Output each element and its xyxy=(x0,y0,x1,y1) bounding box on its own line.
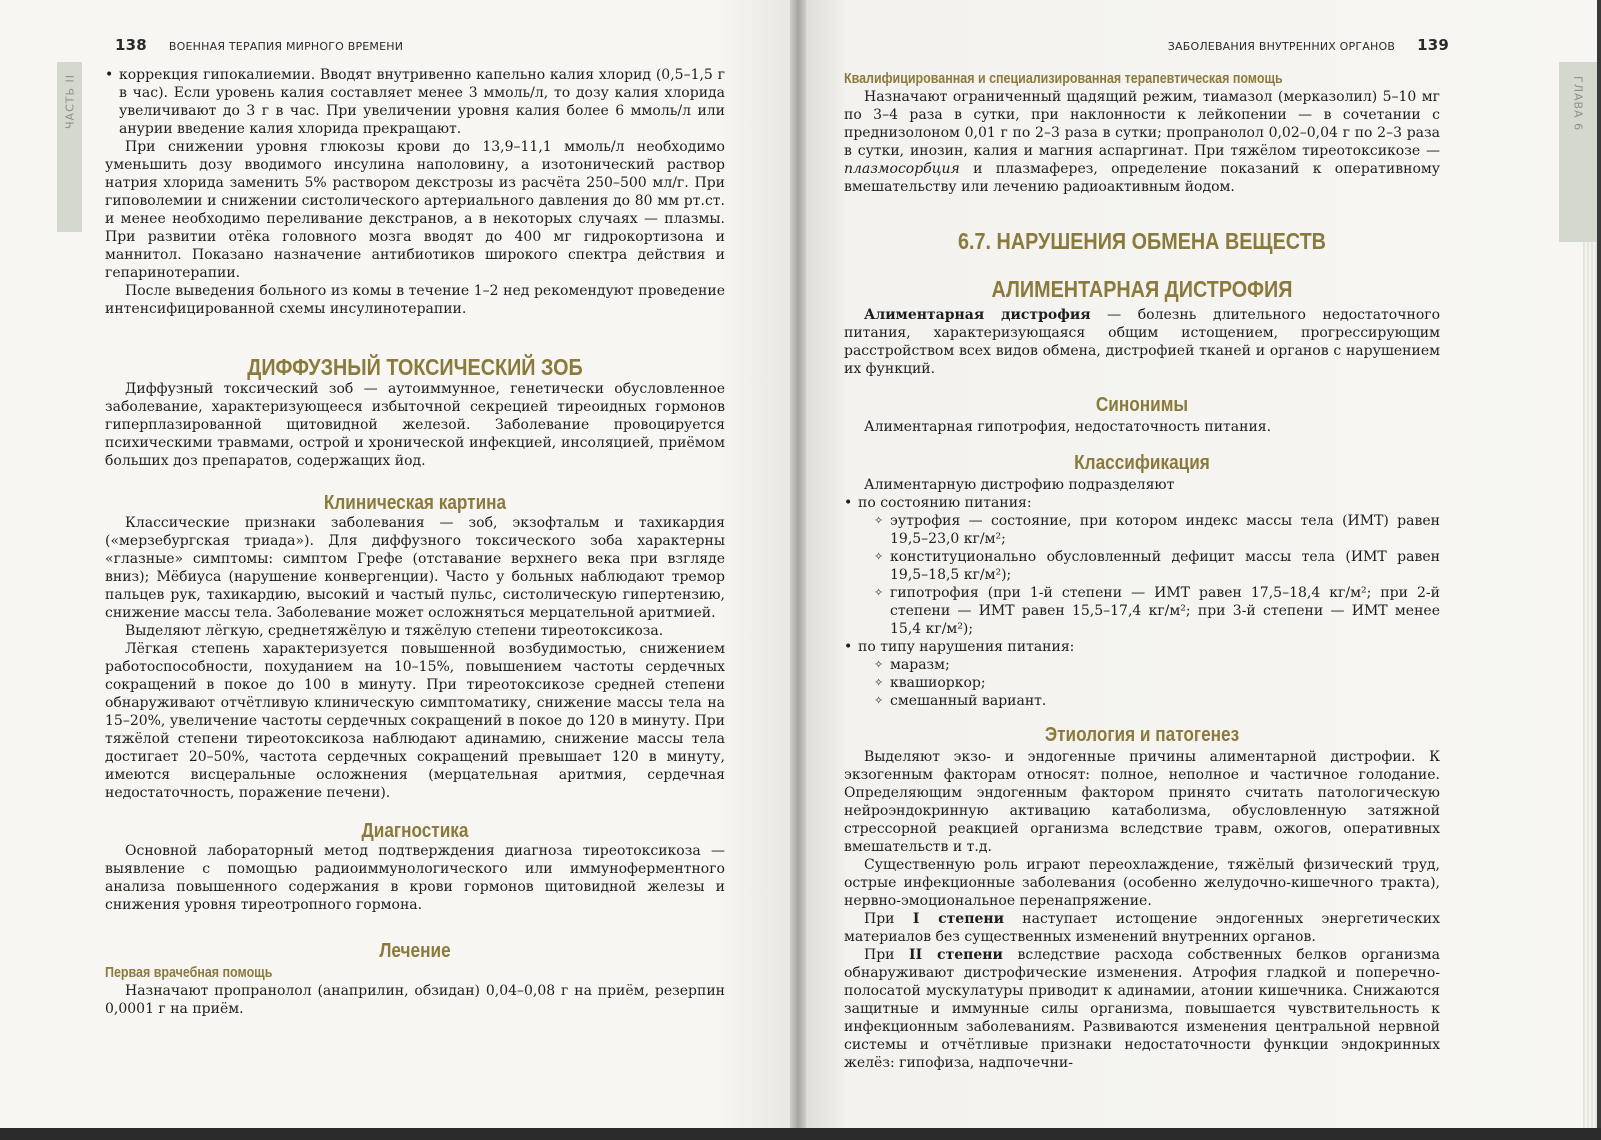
list-item: ✧ гипотрофия (при 1-й степени — ИМТ равен 17,5–18,4 кг/м²; при 2-й степени — ИМТ равен 15,5–17,4 кг/м²; при 3-й степени — ИМТ менее 15,4 кг/м²); xyxy=(874,584,1440,638)
running-head-title: ВОЕННАЯ ТЕРАПИЯ МИРНОГО ВРЕМЕНИ xyxy=(168,40,404,53)
type-sublist xyxy=(858,656,1440,710)
chapter-label: ГЛАВА 6 xyxy=(1571,76,1585,132)
paragraph-goiter-definition: Диффузный токсический зоб — аутоиммунное, генетически обусловленное заболевание, характеризующееся избыточной секрецией тиреоидных гормонов гиперплазированной щитовидной железой. Заболевание провоцируется психическими травмами, острой и хронической инфекцией, инсоляцией, приёмом больших доз препаратов, содержащих йод. xyxy=(105,381,725,469)
page-edges xyxy=(1583,240,1597,1130)
bullet-list xyxy=(105,66,725,138)
part-label: ЧАСТЬ II xyxy=(63,74,76,129)
heading-synonyms: Синонимы xyxy=(1095,394,1189,416)
left-text-column xyxy=(105,66,725,1018)
paragraph-etiology-1: Выделяют экзо- и эндогенные причины алиментарной дистрофии. К экзогенным факторам относят: полное, неполное и частичное голодание. Определяющим эндогенным фактором принято считать патологическую нейроэндокринную активацию катаболизма, обусловленную затяжной стрессорной реакцией организма вследствие травм, ожогов, оперативных вмешательств и т.д. xyxy=(844,749,1440,855)
bottom-edge xyxy=(0,1128,1601,1140)
chapter-side-tab xyxy=(1559,62,1597,242)
paragraph-clinical-1: Классические признаки заболевания — зоб, экзофтальм и тахикардия («мерзебургская триада»). Для диффузного токсического зоба характерны «глазные» симптомы: симптом Грефе (отставание верхнего века при взгляде вниз); Мёбиуса (нарушение конвергенции). Часто у больных наблюдают тремор пальцев рук, тахикардию, высокий и частый пульс, систолическую гипертензию, снижение массы тела. Заболевание может осложняться мерцательной аритмией. xyxy=(105,515,725,621)
right-running-head xyxy=(1168,36,1449,54)
right-page xyxy=(800,0,1597,1130)
book-gutter xyxy=(790,0,806,1140)
page-number: 138 xyxy=(115,36,147,54)
degree-1-term: I степени xyxy=(912,911,1004,927)
heading-goiter: ДИФФУЗНЫЙ ТОКСИЧЕСКИЙ ЗОБ xyxy=(247,354,583,380)
paragraph-synonyms: Алиментарная гипотрофия, недостаточность питания. xyxy=(864,419,1272,435)
heading-first-aid: Первая врачебная помощь xyxy=(105,965,273,981)
heading-classification: Классификация xyxy=(1074,452,1210,474)
right-text-column xyxy=(844,70,1440,1072)
paragraph-degree-2: При II степени вследствие расхода собственных белков организма обнаруживают дистрофические изменения. Атрофия гладкой и поперечно-полосатой мускулатуры приводит к адинамии, атонии кишечника. Снижаются защитные и иммунные силы организма, повышается чувствительность к инфекционным заболеваниям. Развиваются изменения центральной нервной системы и отчётливые признаки недостаточности функции эндокринных желёз: гипофиза, надпочечни- xyxy=(844,947,1440,1071)
list-item: ✧ квашиоркор; xyxy=(874,674,1440,692)
heading-qualified-care: Квалифицированная и специализированная терапевтическая помощь xyxy=(844,71,1283,87)
part-side-tab xyxy=(57,62,82,232)
classification-list xyxy=(844,494,1440,710)
left-page xyxy=(0,0,796,1130)
left-running-head xyxy=(115,36,403,54)
list-item: ✧ эутрофия — состояние, при котором индекс массы тела (ИМТ) равен 19,5–23,0 кг/м²; xyxy=(874,512,1440,548)
heading-etiology: Этиология и патогенез xyxy=(1044,724,1240,746)
nutrition-sublist xyxy=(858,512,1440,638)
paragraph-qualified-care: Назначают ограниченный щадящий режим, тиамазол (мерказолил) 5–10 мг по 3–4 раза в сутки, при наклонности к лейкопении — в сочетании с преднизолоном 0,01 г по 2–3 раза в сутки; пропранолол 0,02–0,04 г по 2–3 раза в сутки, инозин, калия и магния аспаргинат. При тяжёлом тиреотоксикозе — плазмосорбция и плазмаферез, определение показаний к оперативному вмешательству или лечению радиоактивным йодом. xyxy=(844,89,1440,195)
page-number: 139 xyxy=(1417,36,1449,54)
paragraph-etiology-2: Существенную роль играют переохлаждение, тяжёлый физический труд, острые инфекционные заболевания (особенно желудочно-кишечного тракта), нервно-эмоциональное перенапряжение. xyxy=(844,857,1440,909)
paragraph-first-aid: Назначают пропранолол (анаприлин, обзидан) 0,04–0,08 г на приём, резерпин 0,0001 г на приём. xyxy=(105,983,725,1017)
heading-treatment: Лечение xyxy=(379,940,451,962)
paragraph-clinical-3: Лёгкая степень характеризуется повышенной возбудимостью, снижением работоспособности, похуданием на 10–15%, повышением частоты сердечных сокращений в покое до 100 в минуту. При тиреотоксикозе средней степени обнаруживают отчётливую клиническую симптоматику, снижение массы тела на 15–20%, увеличение частоты сердечных сокращений в покое до 120 в минуту. При тяжёлой степени тиреотоксикоза наблюдают адинамию, снижение массы тела достигает 20–50%, частота сердечных сокращений превышает 120 в минуту, имеются висцеральные осложнения (мерцательная аритмия, сердечная недостаточность, поражение печени). xyxy=(105,641,725,801)
class-by-type: • по типу нарушения питания: ✧ маразм; ✧ квашиоркор; ✧ смешанный вариант. xyxy=(844,638,1440,710)
heading-section-6-7: 6.7. НАРУШЕНИЯ ОБМЕНА ВЕЩЕСТВ xyxy=(958,228,1326,254)
paragraph-after-coma: После выведения больного из комы в течение 1–2 нед рекомендуют проведение интенсифицированной схемы инсулинотерапии. xyxy=(105,283,725,317)
list-item: ✧ маразм; xyxy=(874,656,1440,674)
list-item: ✧ конституционально обусловленный дефицит массы тела (ИМТ равен 19,5–18,5 кг/м²); xyxy=(874,548,1440,584)
bullet-hypokalemia: • коррекция гипокалиемии. Вводят внутривенно капельно калия хлорид (0,5–1,5 г в час). Если уровень калия составляет менее 3 ммоль/л, то дозу калия хлорида увеличивают до 3 г в час. При увеличении уровня калия более 6 ммоль/л или анурии введение калия хлорида прекращают. xyxy=(105,66,725,138)
running-head-title: ЗАБОЛЕВАНИЯ ВНУТРЕННИХ ОРГАНОВ xyxy=(1167,40,1396,53)
paragraph-glucose: При снижении уровня глюкозы крови до 13,9–11,1 ммоль/л необходимо уменьшить дозу вводимого инсулина наполовину, а изотонический раствор натрия хлорида заменить 5% раствором декстрозы из расчёта 250–500 мл/г. При гиповолемии и снижении систолического артериального давления до 80 мм рт.ст. и менее необходимо переливание декстранов, а в некоторых случаях — плазмы. При развитии отёка головного мозга вводят до 400 мг гидрокортизона и маннитол. Показано назначение антибиотиков широкого спектра действия и гепаринотерапии. xyxy=(105,139,725,281)
class-by-nutrition: • по состоянию питания: ✧ эутрофия — состояние, при котором индекс массы тела (ИМТ) равен 19,5–23,0 кг/м²; ✧ конституционально обусловленный дефицит массы тела (ИМТ равен 19,5–18,5 кг/м²); ✧ гипотрофия (при 1-й степени — ИМТ равен 17,5–18,4 кг/м²; при 2-й степени — ИМТ равен 15,5–17,4 кг/м²; при 3-й степени — ИМТ менее 15,4 кг/м²); xyxy=(844,494,1440,638)
degree-2-term: II степени xyxy=(909,947,1003,963)
heading-alimentary-dystrophy: АЛИМЕНТАРНАЯ ДИСТРОФИЯ xyxy=(991,276,1293,302)
emphasis-plasmasorption: плазмосорбция xyxy=(844,161,960,177)
heading-diagnostics: Диагностика xyxy=(361,820,469,842)
classification-intro: Алиментарную дистрофию подразделяют xyxy=(864,477,1175,493)
paragraph-clinical-2: Выделяют лёгкую, среднетяжёлую и тяжёлую степени тиреотоксикоза. xyxy=(125,623,664,639)
heading-clinical-picture: Клиническая картина xyxy=(323,492,507,514)
paragraph-degree-1: При I степени наступает истощение эндогенных энергетических материалов без существенных изменений внутренних органов. xyxy=(844,911,1440,945)
paragraph-diagnostics: Основной лабораторный метод подтверждения диагноза тиреотоксикоза — выявление с помощью радиоиммунологического или иммуноферментного анализа повышенного содержания в крови гормонов щитовидной железы и снижения уровня тиреотропного гормона. xyxy=(105,843,725,913)
definition-term: Алиментарная дистрофия xyxy=(864,307,1091,323)
list-item: ✧ смешанный вариант. xyxy=(874,692,1440,710)
paragraph-definition: Алиментарная дистрофия — болезнь длительного недостаточного питания, характеризующаяся общим истощением, прогрессирующим расстройством всех видов обмена, дистрофией тканей и органов с нарушением их функций. xyxy=(844,307,1441,377)
